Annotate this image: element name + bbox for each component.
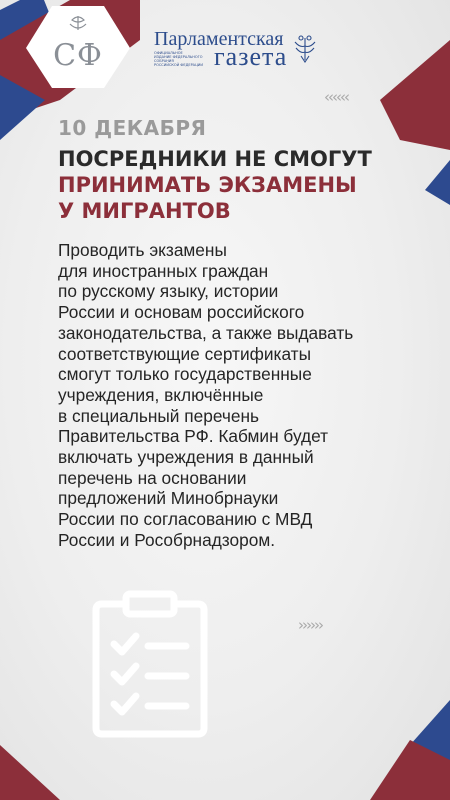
eagle-emblem-icon bbox=[292, 34, 318, 64]
body-line: для иностранных граждан bbox=[58, 260, 269, 281]
pg-logo-line1: Парламентская bbox=[154, 28, 284, 50]
body-line: России и Рособрнадзором. bbox=[58, 529, 276, 550]
pg-logo-line2: газета bbox=[214, 42, 288, 71]
sf-logo-text: СФ bbox=[53, 38, 103, 73]
body-line: России и основам российского bbox=[58, 302, 305, 323]
pg-logo bbox=[154, 28, 324, 71]
date-label: 10 ДЕКАБРЯ bbox=[58, 116, 207, 140]
article-body bbox=[58, 240, 398, 551]
sf-logo bbox=[22, 2, 134, 90]
body-line: предложений Минобрнауки bbox=[58, 488, 279, 509]
headline-line-2: ПРИНИМАТЬ ЭКЗАМЕНЫ bbox=[58, 173, 357, 197]
pg-logo-tagline: ОФИЦИАЛЬНОЕ ИЗДАНИЕ ФЕДЕРАЛЬНОГО СОБРАНИЯ РОССИЙСКОЙ ФЕДЕРАЦИИ bbox=[154, 51, 204, 67]
body-line: соответствующие сертификаты bbox=[58, 343, 312, 364]
clipboard-checklist-icon bbox=[90, 588, 210, 738]
decor-bottom-left-red bbox=[0, 745, 60, 800]
chevrons-left-decor: ‹‹‹‹‹‹ bbox=[324, 88, 348, 106]
headline-line-1: ПОСРЕДНИКИ НЕ СМОГУТ bbox=[58, 147, 372, 171]
decor-right-blue bbox=[425, 160, 450, 205]
body-line: включать учреждения в данный bbox=[58, 447, 314, 468]
body-line: учреждения, включённые bbox=[58, 384, 264, 405]
chevrons-right-decor: ›››››› bbox=[298, 616, 322, 634]
body-line: Проводить экзамены bbox=[58, 240, 227, 260]
body-line: перечень на основании bbox=[58, 467, 247, 488]
body-line: Правительства РФ. Кабмин будет bbox=[58, 426, 329, 447]
body-line: в специальный перечень bbox=[58, 405, 260, 426]
body-line: по русскому языку, истории bbox=[58, 281, 279, 302]
headline-line-3: У МИГРАНТОВ bbox=[58, 199, 231, 223]
body-line: смогут только государственные bbox=[58, 364, 312, 385]
body-line: законодательства, а также выдавать bbox=[58, 322, 354, 343]
body-line: России по согласованию с МВД bbox=[58, 509, 313, 530]
decor-right-red bbox=[380, 40, 450, 150]
